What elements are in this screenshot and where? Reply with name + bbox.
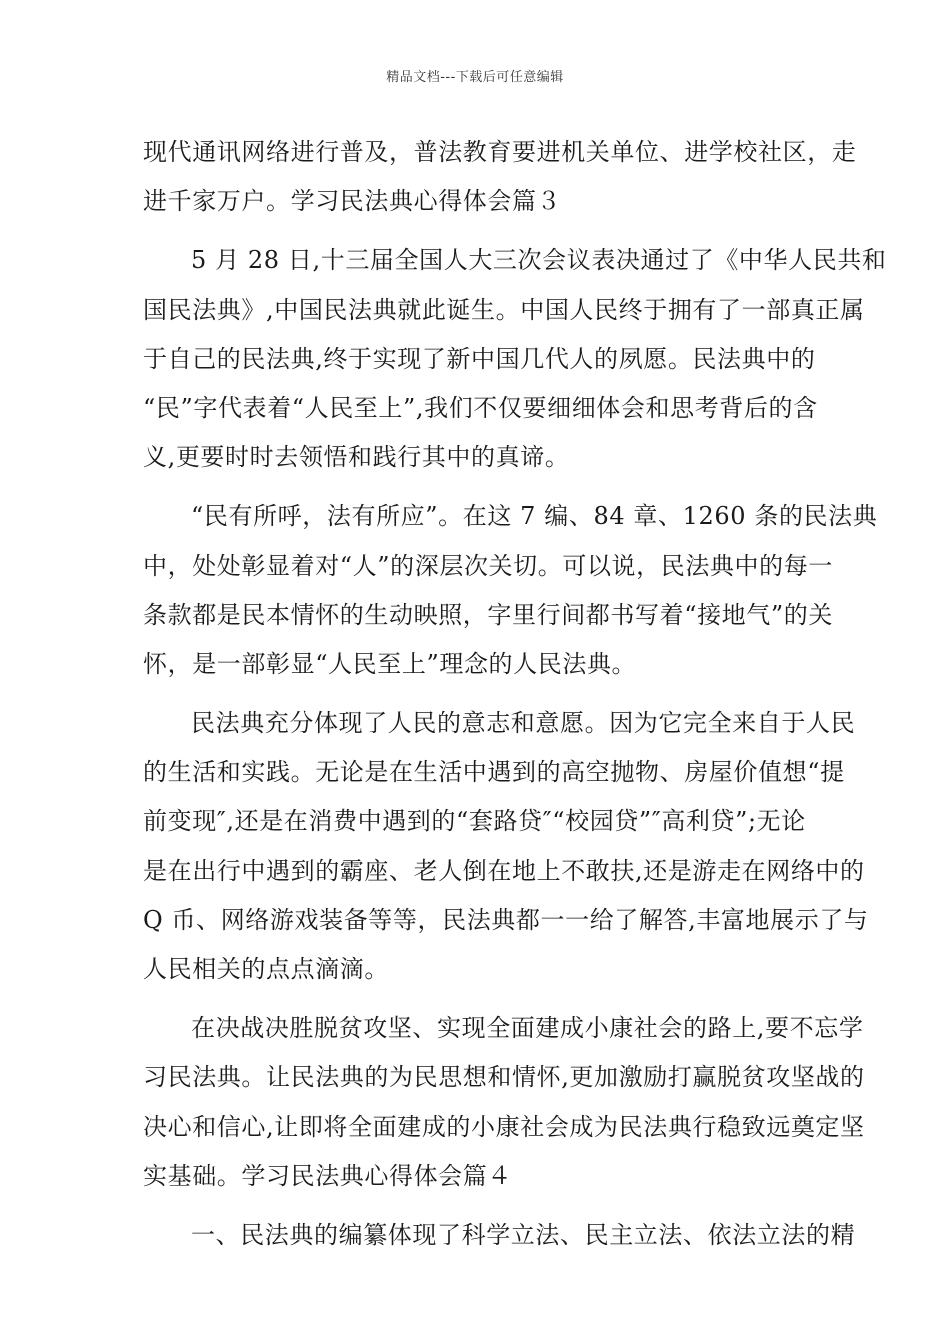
text-line: Q 币、网络游戏装备等等，民法典都一一给了解答,丰富地展示了与 xyxy=(143,905,869,934)
paragraph xyxy=(143,1004,865,1201)
text-line: 前变现″,还是在消费中遇到的“套路贷″“校园贷”″高利贷”;无论 xyxy=(143,807,806,836)
text-line: 进千家万户。学习民法典心得体会篇３ xyxy=(143,187,562,216)
text-line: 习民法典。让民法典的为民思想和情怀,更加激励打赢脱贫攻坚战的 xyxy=(143,1063,865,1092)
paragraph xyxy=(143,699,869,994)
text-line: 义,更要时时去领悟和践行其中的真谛。 xyxy=(143,443,570,472)
paragraph-gap xyxy=(143,1201,808,1211)
paragraph xyxy=(143,492,878,689)
text-line: 决心和信心,让即将全面建成的小康社会成为民法典行稳致远奠定坚 xyxy=(143,1112,865,1141)
text-line: 条款都是民本情怀的生动映照，字里行间都书写着“接地气”的关 xyxy=(143,600,833,629)
text-line: 一、民法典的编纂体现了科学立法、民主立法、依法立法的精 xyxy=(191,1220,856,1249)
text-line: 5 月 28 日,十三届全国人大三次会议表决通过了《中华人民共和 xyxy=(191,246,887,275)
text-line: 国民法典》,中国民法典就此诞生。中国人民终于拥有了一部真正属 xyxy=(143,295,865,324)
paragraph-gap xyxy=(143,482,808,492)
paragraph-gap xyxy=(143,226,808,236)
paragraph-gap xyxy=(143,994,808,1004)
paragraph xyxy=(143,1211,856,1260)
text-line: 人民相关的点点滴滴。 xyxy=(143,955,389,983)
text-line: “民有所呼，法有所应”。在这 7 编、84 章、1260 条的民法典 xyxy=(191,502,878,531)
paragraph xyxy=(143,128,857,226)
text-line: 民法典充分体现了人民的意志和意愿。因为它完全来自于人民 xyxy=(191,709,856,738)
text-line: 是在出行中遇到的霸座、老人倒在地上不敢扶,还是游走在网络中的 xyxy=(143,856,865,885)
text-line: 于自己的民法典,终于实现了新中国几代人的夙愿。民法典中的 xyxy=(143,344,816,373)
text-line: 在决战决胜脱贫攻坚、实现全面建成小康社会的路上,要不忘学 xyxy=(191,1014,864,1043)
text-line: 的生活和实践。无论是在生活中遇到的高空抛物、房屋价值想“提 xyxy=(143,758,845,787)
text-line: “民”字代表着“人民至上”,我们不仅要细细体会和思考背后的含 xyxy=(143,393,818,422)
text-line: 怀，是一部彰显“人民至上”理念的人民法典。 xyxy=(143,649,637,678)
paragraph-gap xyxy=(143,689,808,699)
text-line: 实基础。学习民法典心得体会篇４ xyxy=(143,1161,512,1190)
document-body xyxy=(143,128,887,1260)
text-line: 现代通讯网络进行普及，普法教育要进机关单位、进学校社区，走 xyxy=(143,138,857,166)
text-line: 中，处处彰显着对“人”的深层次关切。可以说，民法典中的每一 xyxy=(143,551,833,580)
page-header: 精品文档---下载后可任意编辑 xyxy=(386,70,564,85)
paragraph xyxy=(143,236,887,482)
